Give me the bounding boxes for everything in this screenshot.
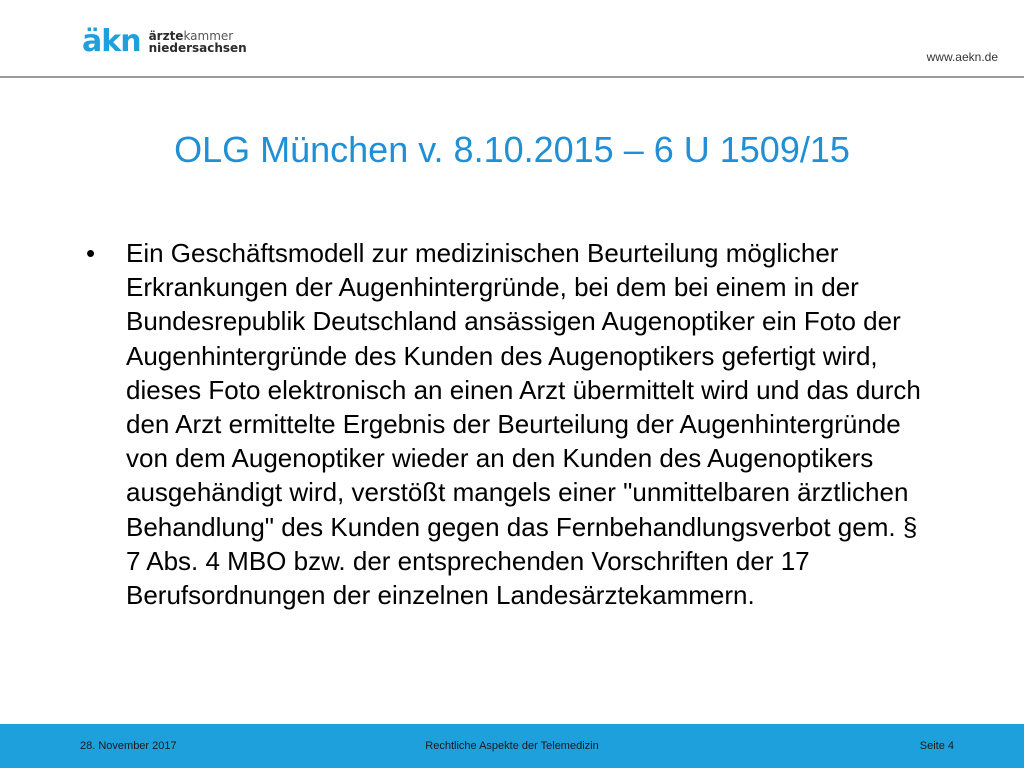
aekn-logo <box>82 26 247 58</box>
logo-line2: niedersachsen <box>148 41 247 55</box>
footer-page-number: Seite 4 <box>919 740 954 752</box>
logo-wordmark <box>149 30 247 54</box>
bullet-item <box>86 236 946 612</box>
slide-title: OLG München v. 8.10.2015 – 6 U 1509/15 <box>174 129 850 170</box>
header-divider <box>0 76 1024 78</box>
bullet-text: Ein Geschäftsmodell zur medizinischen Beurteilung möglicher Erkrankungen der Augenhintergründe, bei dem bei einem in der Bundesrepublik Deutschland ansässigen Augenoptiker ein Foto der Augenhintergründe des Kunden des Augenoptikers gefertigt wird, dieses Foto elektronisch an einen Arzt übermittelt wird und das durch den Arzt ermittelte Ergebnis der Beurteilung der Augenhintergründe von dem Augenoptiker wieder an den Kunden des Augenoptikers ausgehändigt wird, verstößt mangels einer "unmittelbaren ärztlichen Behandlung" des Kunden gegen das Fernbehandlungsverbot gem. § 7 Abs. 4 MBO bzw. der entsprechenden Vorschriften der 17 Berufsordnungen der einzelnen Landesärztekammern. <box>126 238 921 611</box>
logo-line1-bold: ärzte <box>148 29 184 43</box>
footer-topic: Rechtliche Aspekte der Telemedizin <box>425 740 599 752</box>
logo-line1-light: kammer <box>183 29 234 43</box>
logo-mark: äkn <box>82 24 141 59</box>
site-url: www.aekn.de <box>926 50 998 64</box>
bullet-dot: • <box>86 238 96 268</box>
slide-content <box>86 236 946 612</box>
footer-bar <box>0 724 1024 768</box>
footer-date: 28. November 2017 <box>80 740 177 752</box>
